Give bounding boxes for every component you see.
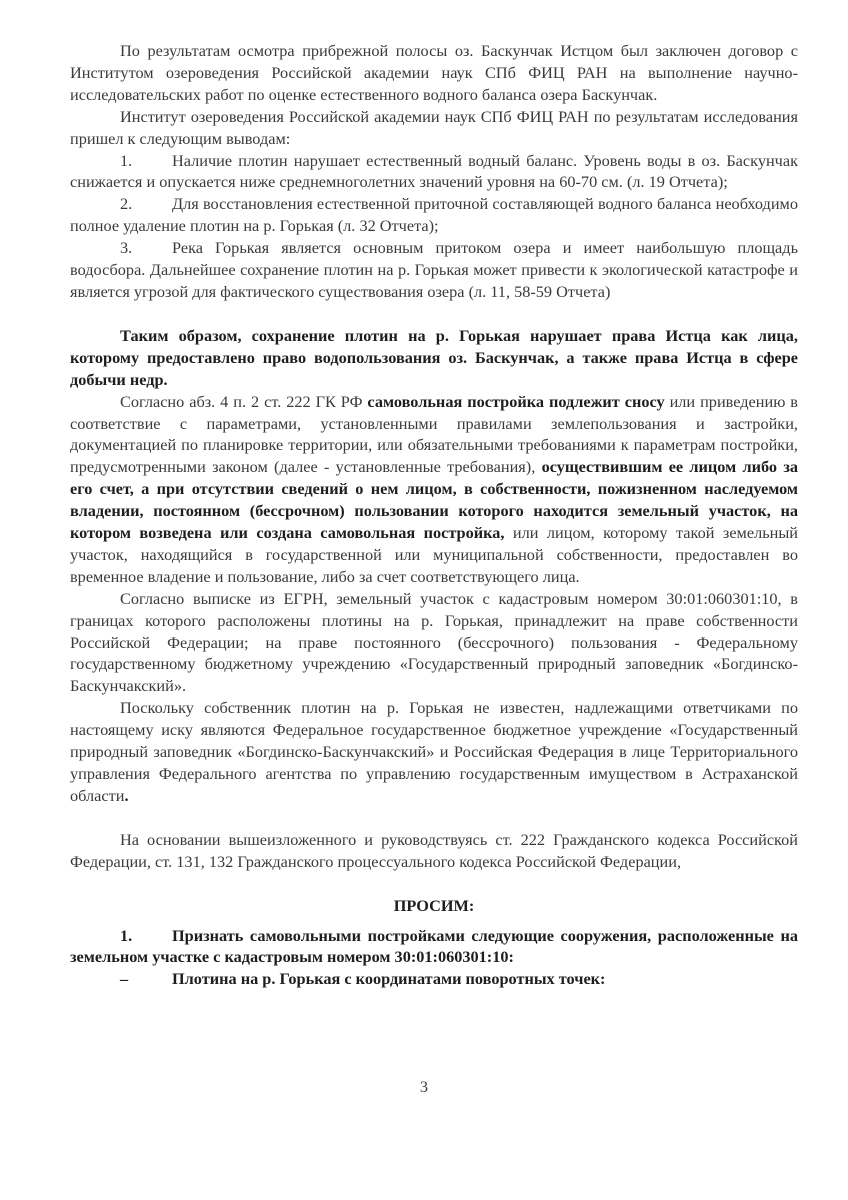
spacer — [70, 807, 798, 829]
document-page — [70, 40, 798, 990]
bold-run: самовольная постройка подлежит сносу — [367, 391, 665, 411]
finding-number: 2. — [120, 194, 133, 214]
spacer — [70, 873, 798, 895]
finding-item-3 — [70, 237, 798, 303]
finding-text: Река Горькая является основным притоком озера и имеет наибольшую площадь водосбора. Дальнейшее сохранение плотин на р. Горькая может привести к экологической катастрофе и является угрозой для фактического существования озера (л. 11, 58-59 Отчета) — [70, 238, 798, 301]
request-heading: ПРОСИМ: — [393, 895, 475, 915]
paragraph-legal-basis: На основании вышеизложенного и руководствуясь ст. 222 Гражданского кодекса Российской Федерации, ст. 131, 132 Гражданского процессуального кодекса Российской Федерации, — [70, 829, 798, 871]
paragraph-conclusion: Таким образом, сохранение плотин на р. Горькая нарушает права Истца как лица, которому предоставлено право водопользования оз. Баскунчак, а также права Истца в сфере добычи недр. — [70, 325, 798, 389]
text-run: Поскольку собственник плотин на р. Горькая не известен, надлежащими ответчиками по настоящему иску являются Федеральное государственное бюджетное учреждение «Государственный природный заповедник «Богдинско-Баскунчакский» и Российская Федерация в лице Территориального управления Федерального агентства по управлению государственным имуществом в Астраханской области — [70, 698, 798, 805]
spacer — [70, 917, 798, 925]
bold-run: . — [124, 785, 129, 805]
paragraph-defendants — [70, 697, 798, 807]
text-run: или лицом, которому такой земельный участок, находящийся в государственной или муниципальной собственности, предоставлен во временное владение и пользование, либо за счет соответствующего лица. — [70, 523, 798, 586]
finding-number: 3. — [120, 238, 133, 258]
sub-item-text: Плотина на р. Горькая с координатами поворотных точек: — [172, 969, 606, 989]
finding-item-1 — [70, 150, 798, 194]
text-run: Согласно абз. 4 п. 2 ст. 222 ГК РФ — [120, 391, 368, 411]
text-run: или приведению в соответствие с параметрами, установленными правилами землепользования и застройки, документацией по планировке территории, или обязательными требованиями к параметрам постройки, предусмотренными законом (далее - установленные требования), — [70, 391, 798, 477]
request-item-1 — [70, 925, 798, 969]
finding-number: 1. — [120, 150, 133, 170]
finding-text: Наличие плотин нарушает естественный водный баланс. Уровень воды в оз. Баскунчак снижается и опускается ниже среднемноголетних значений уровня на 60-70 см. (л. 19 Отчета); — [70, 150, 798, 192]
paragraph-egrn: Согласно выписке из ЕГРН, земельный участок с кадастровым номером 30:01:060301:10, в границах которого расположены плотины на р. Горькая, принадлежит на праве собственности Российской Федерации; на праве постоянного (бессрочного) пользования - Федеральному государственному бюджетному учреждению «Государственный природный заповедник «Богдинско-Баскунчакский». — [70, 588, 798, 696]
paragraph-institute-findings: Институт озероведения Российской академии наук СПб ФИЦ РАН по результатам исследования пришел к следующим выводам: — [70, 106, 798, 148]
paragraph-article-222 — [70, 391, 798, 588]
request-sub-item — [70, 968, 798, 990]
finding-item-2 — [70, 193, 798, 237]
paragraph-contract: По результатам осмотра прибрежной полосы оз. Баскунчак Истцом был заключен договор с Институтом озероведения Российской академии наук СПб ФИЦ РАН на выполнение научно-исследовательских работ по оценке естественного водного баланса озера Баскунчак. — [70, 41, 798, 104]
spacer — [70, 303, 798, 325]
request-text: Признать самовольными постройками следующие сооружения, расположенные на земельном участке с кадастровым номером 30:01:060301:10: — [70, 925, 798, 967]
finding-text: Для восстановления естественной приточной составляющей водного баланса необходимо полное удаление плотин на р. Горькая (л. 32 Отчета); — [70, 194, 798, 236]
page-number: 3 — [419, 1077, 429, 1096]
dash-marker: – — [120, 969, 129, 989]
bold-run: осуществившим ее лицом либо за его счет, а при отсутствии сведений о нем лицом, в собственности, пожизненном наследуемом владении, постоянном (бессрочном) пользовании которого находится земельный участок, на котором возведена или создана самовольная постройка, — [70, 457, 799, 543]
request-number: 1. — [120, 925, 133, 945]
